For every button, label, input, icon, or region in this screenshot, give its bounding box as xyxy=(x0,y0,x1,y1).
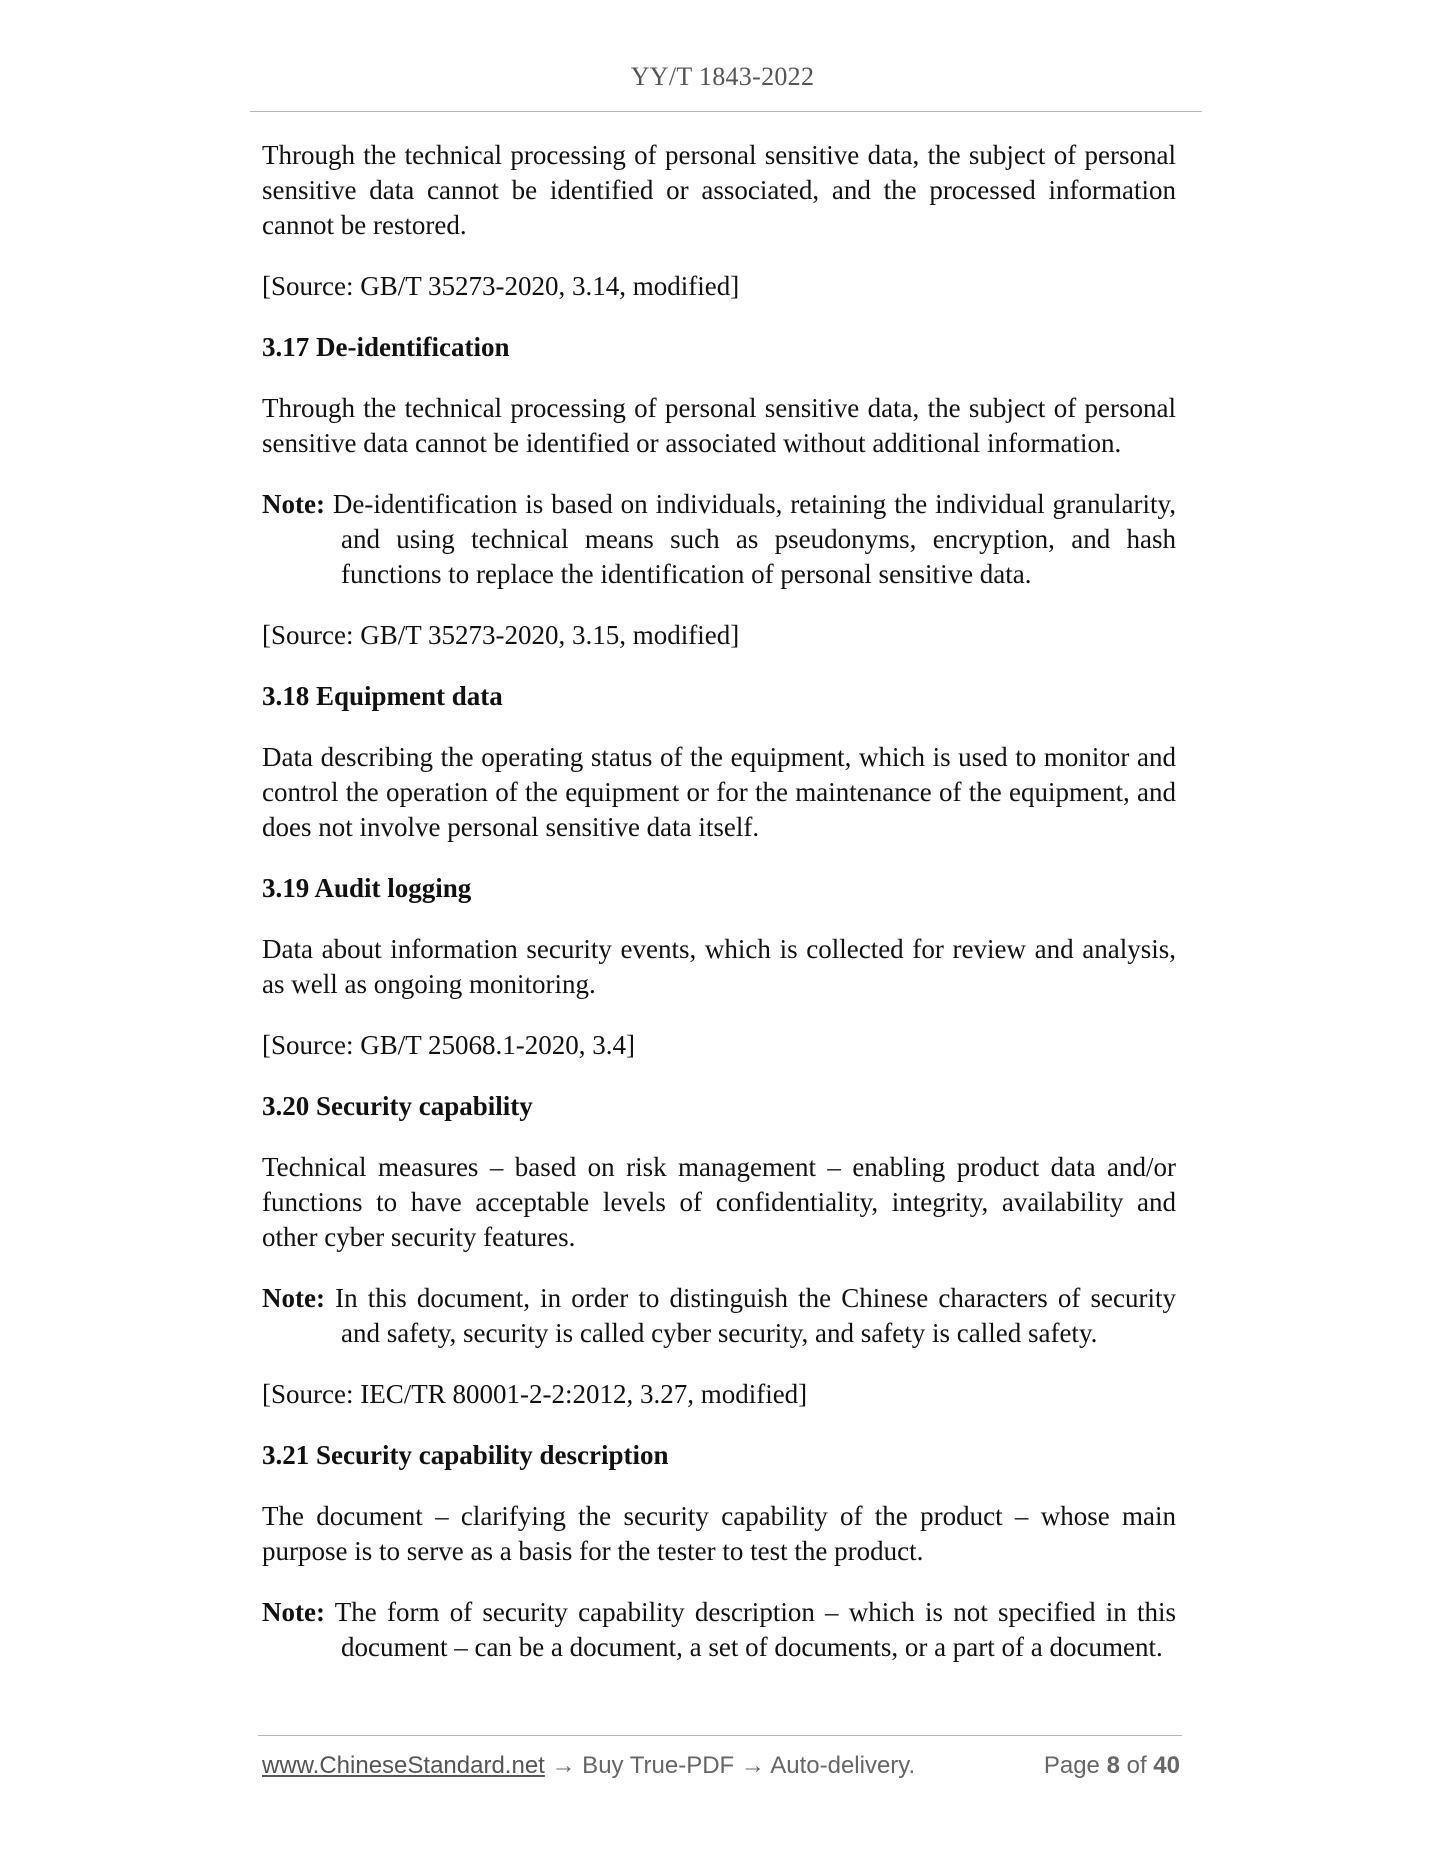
section-heading-3-18: 3.18 Equipment data xyxy=(262,681,503,711)
current-page: 8 xyxy=(1106,1752,1120,1779)
page-footer xyxy=(262,1752,1180,1780)
definition-3-17: Through the technical processing of personal sensitive data, the subject of personal sensitive data cannot be identified or associated without additional information. xyxy=(262,393,1176,458)
note-text: In this document, in order to distinguish the Chinese characters of security and safety, security is called cyber security, and safety is called safety. xyxy=(335,1283,1176,1348)
page-header: YY/T 1843-2022 xyxy=(630,62,815,91)
footer-tagline: → Buy True-PDF → Auto-delivery. xyxy=(544,1752,916,1779)
note-label: Note: xyxy=(262,1597,325,1627)
note-3-20 xyxy=(262,1281,1176,1351)
section-heading-3-20: 3.20 Security capability xyxy=(262,1091,533,1121)
source-citation: [Source: GB/T 25068.1-2020, 3.4] xyxy=(262,1030,635,1060)
definition-3-18: Data describing the operating status of the equipment, which is used to monitor and control the operation of the equipment or for the maintenance of the equipment, and does not involve personal sensitive data itself. xyxy=(262,742,1176,842)
website-link[interactable]: www.ChineseStandard.net xyxy=(262,1752,545,1779)
note-label: Note: xyxy=(262,1283,325,1313)
section-heading-3-21: 3.21 Security capability description xyxy=(262,1440,669,1470)
page-word: Page xyxy=(1043,1752,1100,1779)
definition-3-21: The document – clarifying the security capability of the product – whose main purpose is to serve as a basis for the tester to test the product. xyxy=(262,1501,1176,1566)
document-body xyxy=(262,138,1176,1691)
footer-promo xyxy=(262,1752,915,1780)
note-3-21 xyxy=(262,1595,1176,1665)
section-heading-3-17: 3.17 De-identification xyxy=(262,332,510,362)
source-citation: [Source: IEC/TR 80001-2-2:2012, 3.27, modified] xyxy=(262,1379,808,1409)
source-citation: [Source: GB/T 35273-2020, 3.14, modified] xyxy=(262,271,740,301)
definition-3-19: Data about information security events, which is collected for review and analysis, as well as ongoing monitoring. xyxy=(262,934,1176,999)
intro-paragraph: Through the technical processing of personal sensitive data, the subject of personal sensitive data cannot be identified or associated, and the processed information cannot be restored. xyxy=(262,140,1176,240)
note-text: The form of security capability description – which is not specified in this document – can be a document, a set of documents, or a part of a document. xyxy=(334,1597,1176,1662)
note-text: De-identification is based on individuals, retaining the individual granularity, and using technical means such as pseudonyms, encryption, and hash functions to replace the identification of personal sensitive data. xyxy=(332,489,1177,589)
note-3-17 xyxy=(262,487,1176,592)
section-heading-3-19: 3.19 Audit logging xyxy=(262,873,472,903)
definition-3-20: Technical measures – based on risk management – enabling product data and/or functions to have acceptable levels of confidentiality, integrity, availability and other cyber security features. xyxy=(262,1152,1176,1252)
header-divider xyxy=(250,111,1202,112)
footer-divider xyxy=(258,1735,1182,1736)
note-label: Note: xyxy=(262,489,325,519)
page-indicator xyxy=(1044,1752,1180,1780)
of-word: of xyxy=(1126,1752,1147,1779)
total-pages: 40 xyxy=(1153,1752,1180,1779)
source-citation: [Source: GB/T 35273-2020, 3.15, modified] xyxy=(262,620,740,650)
